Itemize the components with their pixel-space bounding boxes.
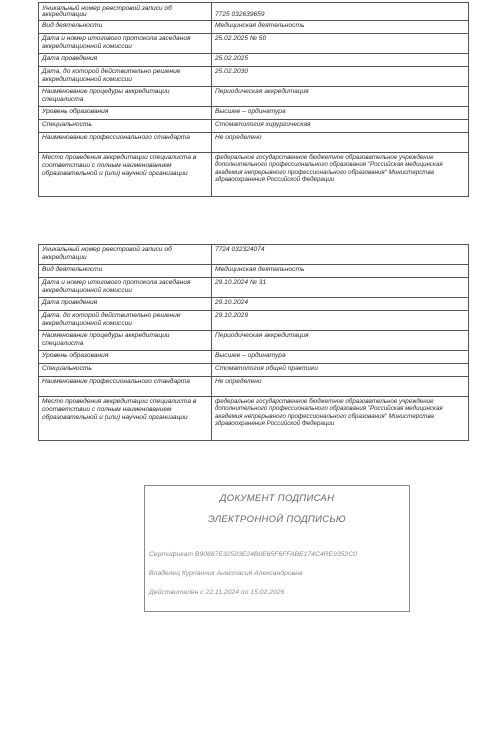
row-label: Место проведения аккредитации специалиста в соответствии с полным наименованием образовательной и (или) научной организации [39,153,212,197]
table-row [39,34,469,54]
table-row [39,364,469,377]
row-label: Наименование профессионального стандарта [39,377,212,397]
table-row [39,120,469,133]
row-value: Не определено [212,377,469,397]
table-row [39,67,469,87]
accreditation-record-table-2 [38,244,469,441]
table-row [39,54,469,67]
row-label: Уровень образования [39,351,212,364]
row-value: Медицинская деятельность [212,21,469,34]
signature-validity: Действителен с 22.11.2024 по 15.02.2026 [149,589,285,596]
row-value: 25.02.2025 № 50 [212,34,469,54]
row-value: Не определено [212,133,469,153]
row-label: Специальность [39,364,212,377]
table-row [39,21,469,34]
table-row [39,265,469,278]
row-label: Дата проведения [39,298,212,311]
table-row [39,298,469,311]
row-value: Стоматология хирургическая [212,120,469,133]
row-value: 29.10.2024 № 31 [212,278,469,298]
table-row [39,311,469,331]
row-label: Дата проведения [39,54,212,67]
row-label: Специальность [39,120,212,133]
row-label: Вид деятельности [39,21,212,34]
table-row [39,351,469,364]
row-label: Наименование процедуры аккредитации специалиста [39,87,212,107]
table-row [39,153,469,197]
table-row [39,245,469,265]
table-row [39,107,469,120]
signature-heading: ДОКУМЕНТ ПОДПИСАН [219,493,335,504]
electronic-signature-stamp [144,485,410,612]
signature-certificate: Сертификат B90687E32523E24B0E65F6FFABE174C4RE9352C0 [149,551,357,558]
row-value: Стоматология общей практики [212,364,469,377]
row-label: Уровень образования [39,107,212,120]
row-label: Наименование профессионального стандарта [39,133,212,153]
table-row [39,278,469,298]
table-row [39,133,469,153]
row-value: Высшее – ординатура [212,351,469,364]
row-value: Периодическая аккредитация [212,331,469,351]
row-value: федеральное государственное бюджетное образовательное учреждение дополнительного профессионального образования "Российская медицинская академия непрерывного профессионального образования" Министерства здравоохранения Российской Федерации [212,397,469,441]
row-value: Высшее – ординатура [212,107,469,120]
row-value: 29.10.2029 [212,311,469,331]
signature-subheading: ЭЛЕКТРОННОЙ ПОДПИСЬЮ [208,514,346,525]
row-label: Дата, до которой действительно решение аккредитационной комиссии [39,311,212,331]
row-label: Уникальный номер реестровой записи об аккредитации [39,3,212,21]
row-value: 29.10.2024 [212,298,469,311]
table-row [39,87,469,107]
row-label: Дата и номер итогового протокола заседания аккредитационной комиссии [39,34,212,54]
row-value: 7725 032639659 [212,3,469,21]
row-value: 25.02.2025 [212,54,469,67]
row-label: Наименование процедуры аккредитации специалиста [39,331,212,351]
row-value: 25.02.2030 [212,67,469,87]
row-label: Место проведения аккредитации специалиста в соответствии с полным наименованием образовательной и (или) научной организации [39,397,212,441]
table-row [39,331,469,351]
accreditation-record-table-1 [38,2,469,197]
table-row [39,3,469,21]
row-value: Медицинская деятельность [212,265,469,278]
signature-owner: Владелец Курпанчик Анастасия Александровна [149,570,303,577]
table-row [39,397,469,441]
row-value: 7724 032324074 [212,245,469,265]
row-label: Вид деятельности [39,265,212,278]
row-label: Дата и номер итогового протокола заседания аккредитационной комиссии [39,278,212,298]
row-value: федеральное государственное бюджетное образовательное учреждение дополнительного профессионального образования "Российская медицинская академия непрерывного профессионального образования" Министерства здравоохранения Российской Федерации [212,153,469,197]
row-label: Уникальный номер реестровой записи об аккредитации [39,245,212,265]
row-value: Периодическая аккредитация [212,87,469,107]
table-row [39,377,469,397]
row-label: Дата, до которой действительно решение аккредитационной комиссии [39,67,212,87]
